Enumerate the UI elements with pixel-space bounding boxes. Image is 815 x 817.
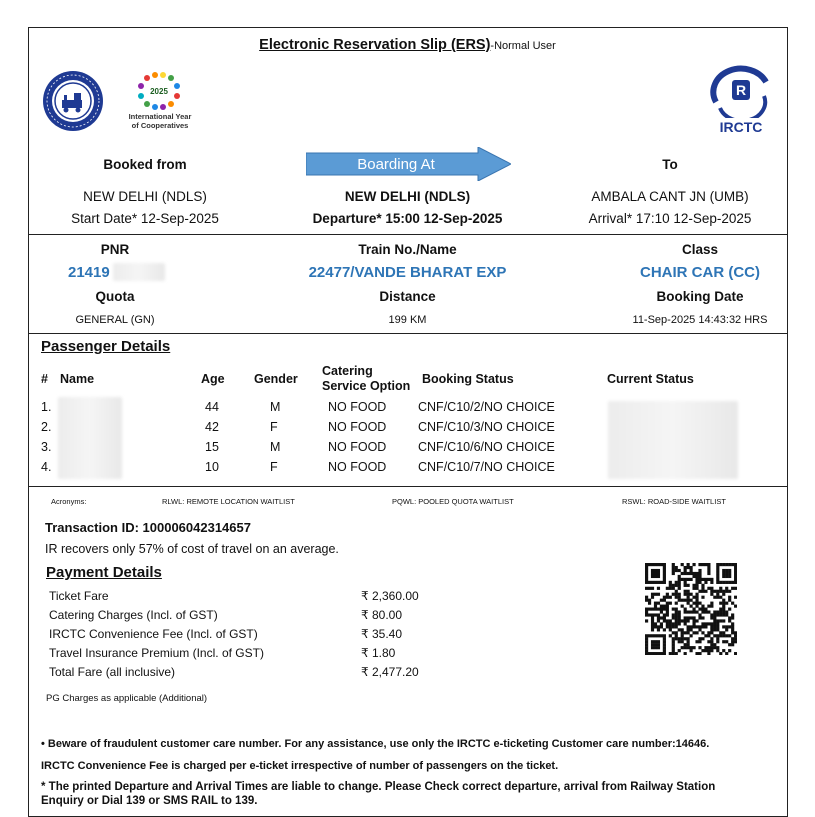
title-main: Electronic Reservation Slip (ERS) [259,37,491,53]
row-3-status: CNF/C10/6/NO CHOICE [418,440,555,454]
row-2-age: 42 [205,420,219,434]
row-2-catering: NO FOOD [328,420,387,434]
payment-item-label: Ticket Fare [49,589,109,603]
payment-item-label: Travel Insurance Premium (Incl. of GST) [49,646,264,660]
booking-date-label: Booking Date [656,289,744,304]
row-2-status: CNF/C10/3/NO CHOICE [418,420,555,434]
row-1-status: CNF/C10/2/NO CHOICE [418,400,555,414]
payment-item-amount: ₹ 1.80 [361,646,396,660]
booked-from-label: Booked from [103,157,187,172]
row-1-gender: M [270,400,281,414]
row-3-age: 15 [205,440,219,454]
payment-details-title: Payment Details [46,564,162,581]
col-gender: Gender [254,372,298,386]
departure-time: Departure* 15:00 12-Sep-2025 [312,211,503,226]
acronym-rlwl: RLWL: REMOTE LOCATION WAITLIST [162,497,295,506]
row-1-num: 1. [41,400,52,414]
irctc-logo-text: IRCTC [719,119,763,135]
cooperatives-line1: International Year [128,112,192,121]
payment-item-amount: ₹ 35.40 [361,627,402,641]
acronym-pqwl: PQWL: POOLED QUOTA WAITLIST [392,497,514,506]
train-label: Train No./Name [358,242,457,257]
payment-item-amount: ₹ 2,477.20 [361,665,419,679]
cooperatives-caption [115,112,205,130]
recovery-note: IR recovers only 57% of cost of travel on an average. [45,542,339,556]
payment-item-label: Catering Charges (Incl. of GST) [49,608,218,622]
page-title [0,36,815,53]
start-date: Start Date* 12-Sep-2025 [71,211,219,226]
cooperatives-logo-icon [133,70,185,112]
col-booking-status: Booking Status [422,372,514,386]
row-4-status: CNF/C10/7/NO CHOICE [418,460,555,474]
acronyms-label: Acronyms: [51,497,87,506]
divider [28,486,788,487]
row-4-gender: F [270,460,278,474]
distance-label: Distance [379,289,436,304]
convenience-fee-note: IRCTC Convenience Fee is charged per e-ticket irrespective of number of passengers on the ticket. [41,760,559,772]
fraud-warning: • Beware of fraudulent customer care number. For any assistance, use only the IRCTC e-ticketing Customer care number:14646. [41,738,710,750]
row-3-gender: M [270,440,281,454]
cooperatives-line2: of Cooperatives [131,121,189,130]
pnr-value: 21419 [68,264,110,281]
to-station: AMBALA CANT JN (UMB) [591,189,749,204]
cooperatives-year: 2025 [150,87,168,96]
row-4-age: 10 [205,460,219,474]
col-catering-line1: Catering [322,364,373,378]
divider [28,333,788,334]
acronym-rswl: RSWL: ROAD-SIDE WAITLIST [622,497,726,506]
payment-item-amount: ₹ 80.00 [361,608,402,622]
pg-charges-note: PG Charges as applicable (Additional) [46,693,208,704]
col-num: # [41,372,48,386]
passenger-details-title: Passenger Details [41,338,171,355]
to-label: To [662,157,678,172]
qr-code-icon [645,563,737,655]
col-catering [322,364,410,394]
quota-label: Quota [95,289,135,304]
row-4-catering: NO FOOD [328,460,387,474]
payment-item-amount: ₹ 2,360.00 [361,589,419,603]
pnr-redaction [113,263,165,281]
irctc-logo-icon [708,62,774,118]
title-sub: -Normal User [490,40,556,52]
svg-text:R: R [735,82,747,98]
quota-value: GENERAL (GN) [75,314,155,326]
row-3-catering: NO FOOD [328,440,387,454]
row-3-num: 3. [41,440,52,454]
row-4-num: 4. [41,460,52,474]
booking-date-value: 11-Sep-2025 14:43:32 HRS [632,314,768,326]
row-2-gender: F [270,420,278,434]
col-current-status: Current Status [607,372,694,386]
class-value: CHAIR CAR (CC) [640,264,760,281]
current-status-redaction [608,401,738,479]
col-name: Name [60,372,95,386]
row-2-num: 2. [41,420,52,434]
passenger-names-redaction [58,397,122,479]
pnr-label: PNR [100,242,130,257]
divider [28,234,788,235]
row-1-catering: NO FOOD [328,400,387,414]
payment-item-label: Total Fare (all inclusive) [49,665,176,679]
col-catering-line2: Service Option [322,379,411,393]
distance-value: 199 KM [388,314,427,326]
class-label: Class [681,242,719,257]
indian-railways-logo-icon [42,70,104,132]
arrival-time: Arrival* 17:10 12-Sep-2025 [588,211,752,226]
boarding-station: NEW DELHI (NDLS) [344,189,471,204]
transaction-id: Transaction ID: 100006042314657 [45,520,251,535]
times-notice: * The printed Departure and Arrival Times are liable to change. Please Check correct departure, arrival from Railway Station Enquiry or Dial 139 or SMS RAIL to 139. [41,781,716,807]
payment-item-label: IRCTC Convenience Fee (Incl. of GST) [49,627,258,641]
train-value: 22477/VANDE BHARAT EXP [308,264,507,281]
col-age: Age [201,372,225,386]
from-station: NEW DELHI (NDLS) [83,189,207,204]
boarding-at-label: Boarding At [357,156,435,173]
row-1-age: 44 [205,400,219,414]
